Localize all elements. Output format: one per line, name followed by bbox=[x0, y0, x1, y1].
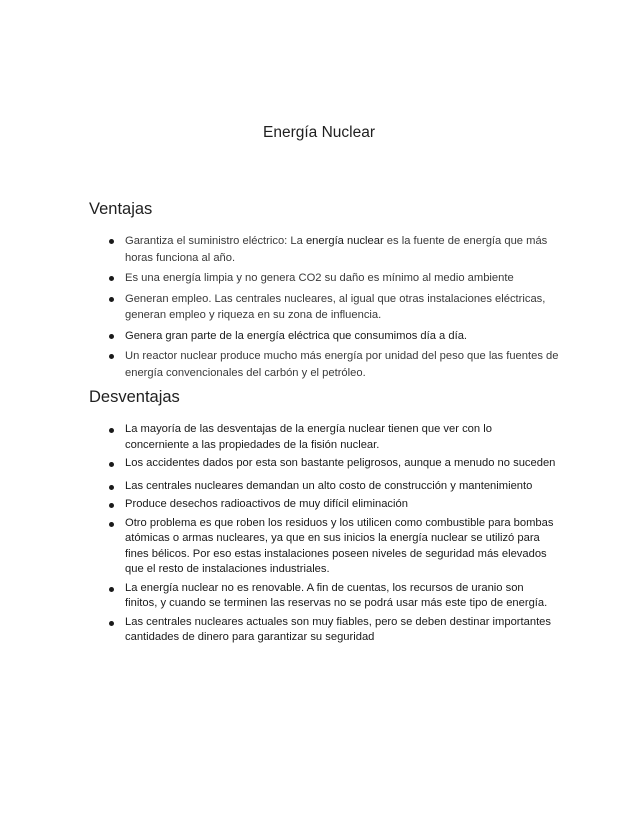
list-item-text: La mayoría de las desventajas de la energía nuclear tienen que ver con lo concerniente a las propiedades de la fisión nuclear. bbox=[125, 423, 492, 451]
list-item-text: Es una energía limpia y no genera CO2 su daño es mínimo al medio ambiente bbox=[125, 272, 514, 284]
list-item bbox=[89, 497, 559, 513]
bullet-icon bbox=[109, 587, 114, 592]
list-item bbox=[89, 456, 559, 472]
bullet-icon bbox=[109, 503, 114, 508]
bullet-icon bbox=[109, 428, 114, 433]
keyword-link-energia-nuclear: energía nuclear bbox=[305, 235, 384, 247]
bullet-icon bbox=[109, 462, 114, 467]
list-item bbox=[89, 348, 559, 381]
list-item-text: Los accidentes dados por esta son bastante peligrosos, aunque a menudo no suceden bbox=[125, 457, 556, 469]
list-item-text: Las centrales nucleares actuales son muy fiables, pero se deben destinar importantes cantidades de dinero para garantizar su seguridad bbox=[125, 615, 551, 643]
list-item bbox=[89, 581, 559, 612]
bullet-icon bbox=[109, 485, 114, 490]
list-item-text: Produce desechos radioactivos de muy difícil eliminación bbox=[125, 498, 408, 510]
list-item-text: Otro problema es que roben los residuos y los utilicen como combustible para bombas atómicas o armas nucleares, ya que en sus inicios la energía nuclear se utilizó para fines bélicos. Por eso estas instalaciones poseen niveles de seguridad más elevados que el resto de instalaciones industriales. bbox=[125, 516, 554, 575]
bullet-icon bbox=[109, 276, 114, 281]
list-item-text-before: Garantiza el suministro eléctrico: La bbox=[125, 235, 306, 247]
bullet-icon bbox=[109, 239, 114, 244]
ventajas-heading: Ventajas bbox=[89, 200, 153, 218]
ventajas-list bbox=[89, 233, 559, 385]
bullet-icon bbox=[109, 522, 114, 527]
bullet-icon bbox=[109, 297, 114, 302]
list-item bbox=[89, 291, 559, 324]
list-item-text: Un reactor nuclear produce mucho más energía por unidad del peso que las fuentes de energía convencionales del carbón y el petróleo. bbox=[125, 350, 559, 379]
desventajas-heading: Desventajas bbox=[89, 388, 180, 406]
list-item bbox=[89, 516, 559, 578]
bullet-icon bbox=[109, 621, 114, 626]
desventajas-list bbox=[89, 422, 559, 649]
list-item bbox=[89, 328, 559, 345]
list-item-text: Genera gran parte de la energía eléctrica que consumimos día a día. bbox=[125, 329, 468, 342]
list-item-text: La energía nuclear no es renovable. A fin de cuentas, los recursos de uranio son finitos, y cuando se terminen las reservas no se podrá usar más este tipo de energía. bbox=[125, 581, 548, 609]
document-title: Energía Nuclear bbox=[262, 124, 375, 141]
list-item bbox=[89, 422, 559, 453]
list-item-text: Generan empleo. Las centrales nucleares, al igual que otras instalaciones eléctricas, generan empleo y riqueza en su zona de influencia. bbox=[125, 292, 546, 321]
bullet-icon bbox=[109, 334, 114, 339]
list-item bbox=[89, 479, 559, 495]
bullet-icon bbox=[109, 354, 114, 359]
list-item bbox=[89, 270, 559, 287]
list-item bbox=[89, 233, 559, 266]
list-item bbox=[89, 615, 559, 646]
list-item-text: Las centrales nucleares demandan un alto costo de construcción y mantenimiento bbox=[125, 479, 533, 492]
list-item-text-after: es la fuente de energía que más horas funciona al año. bbox=[125, 235, 548, 264]
